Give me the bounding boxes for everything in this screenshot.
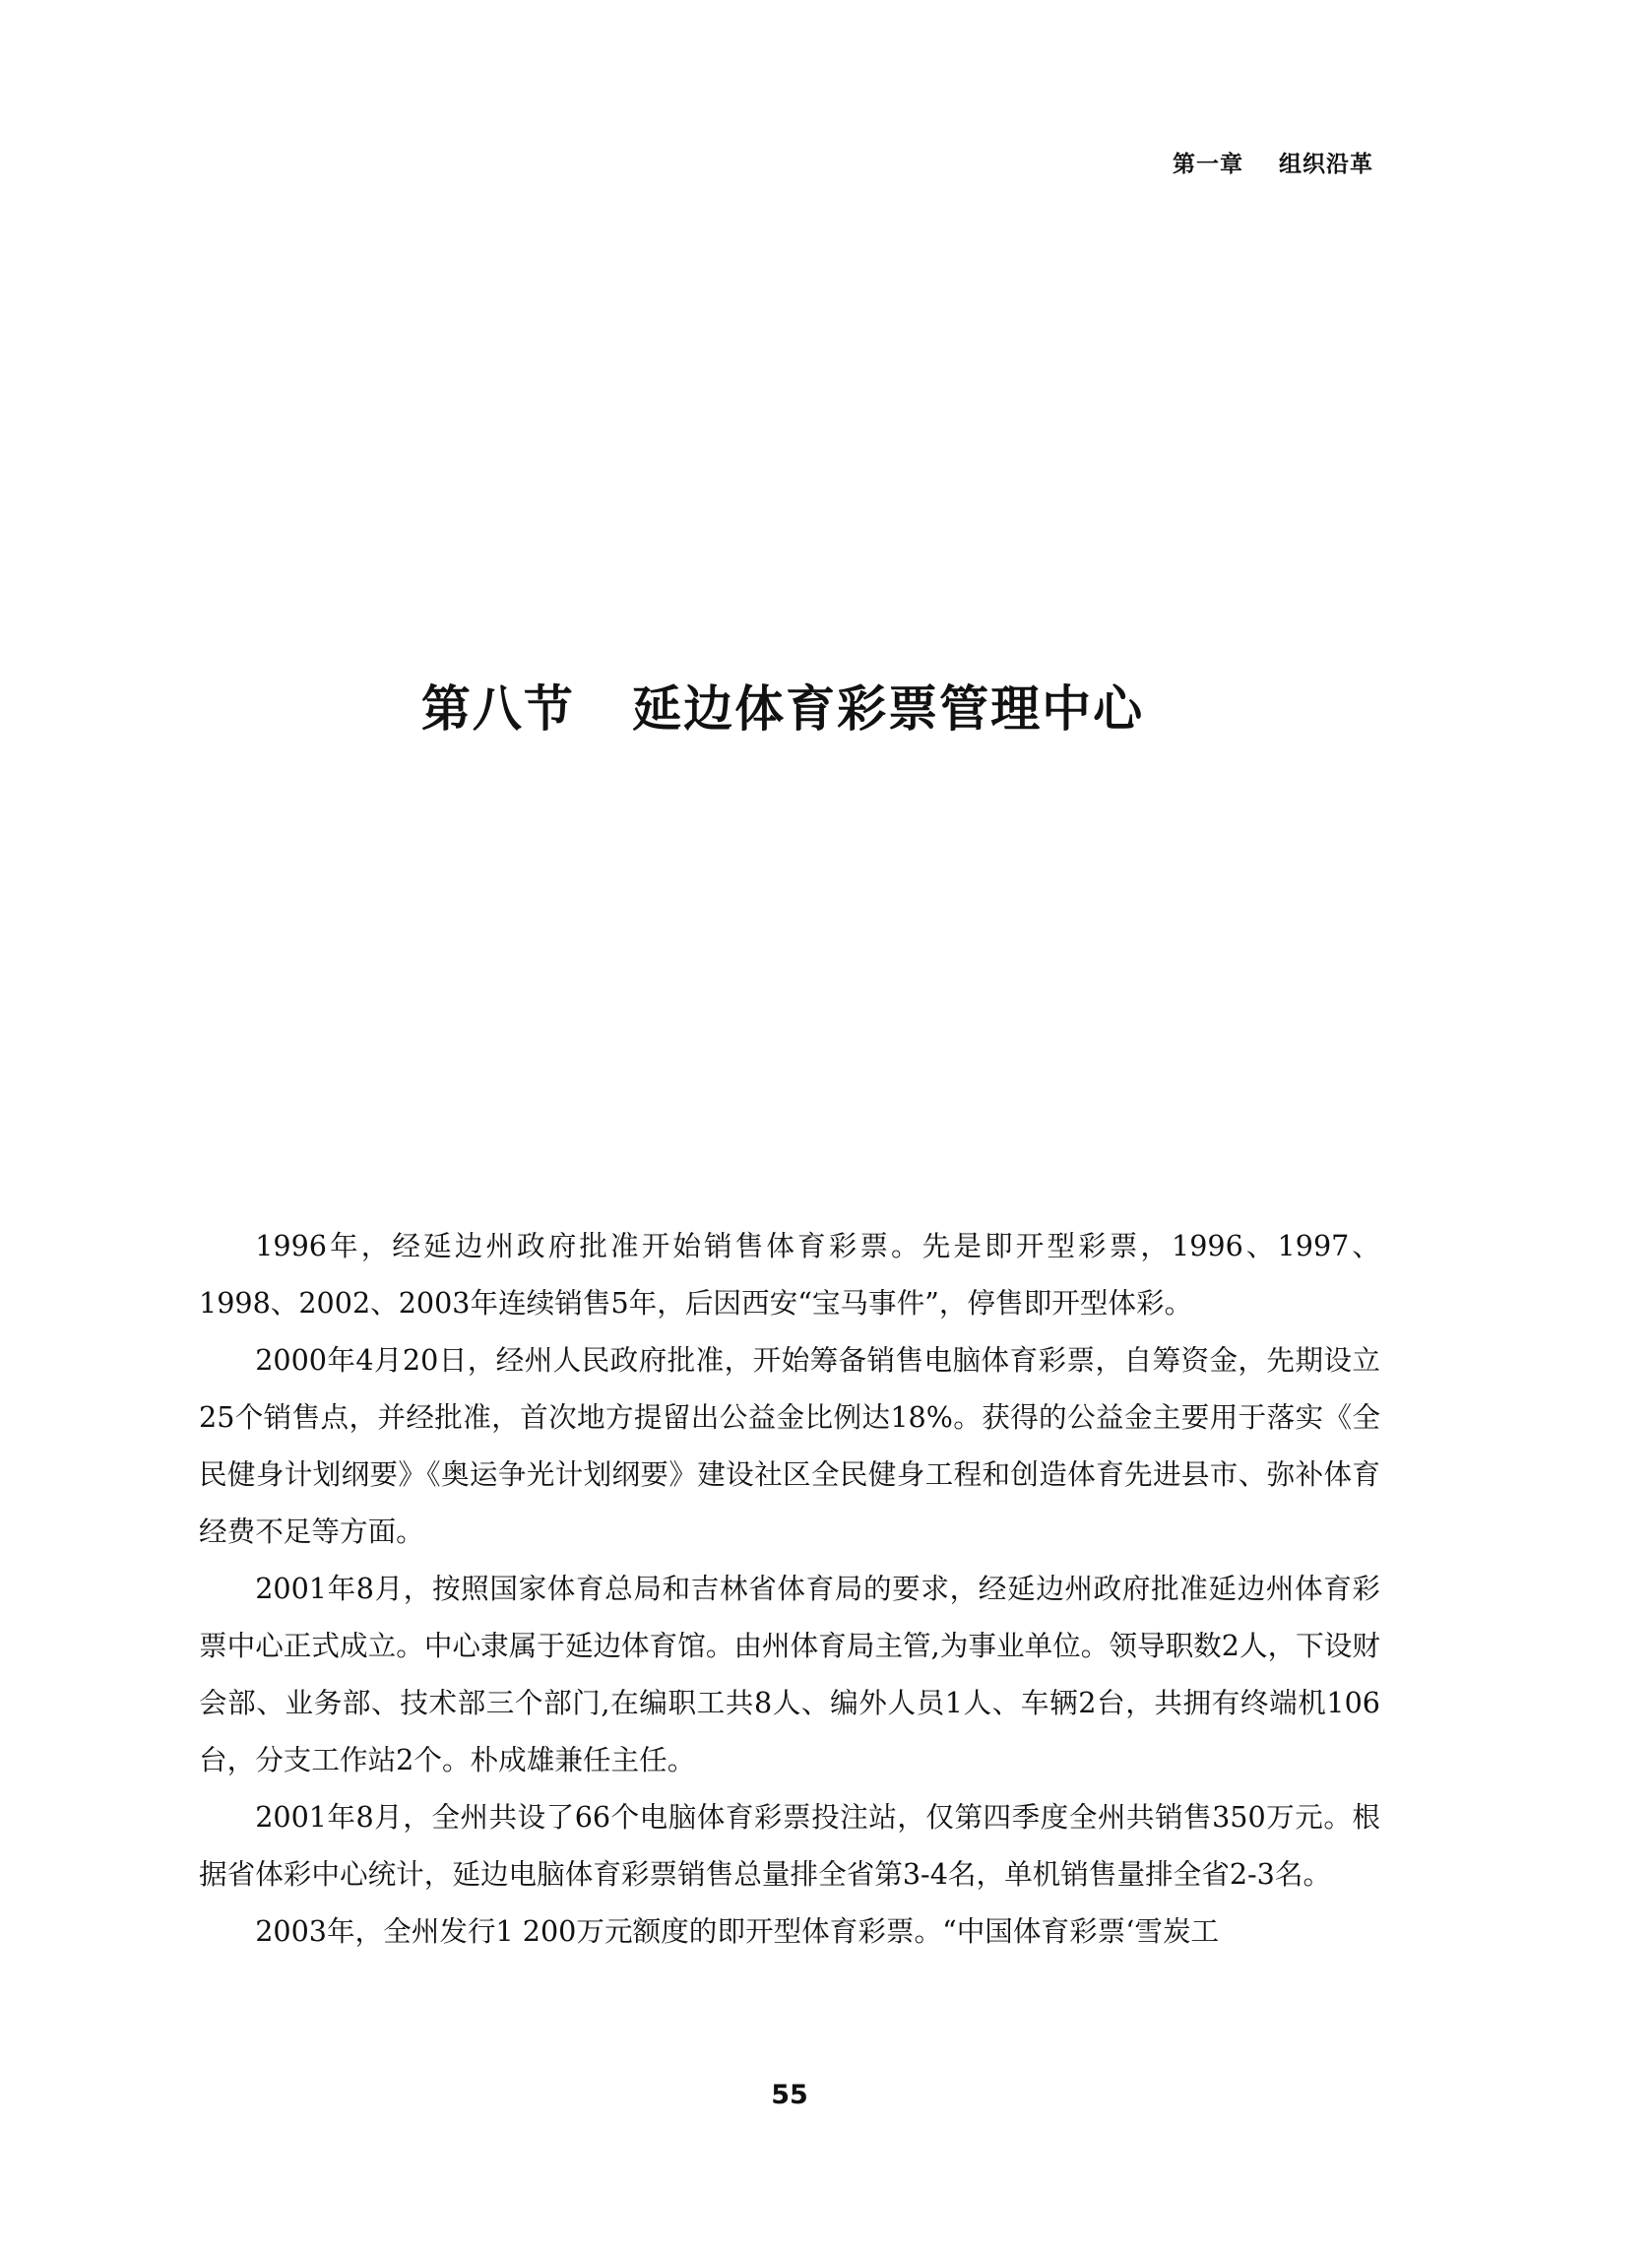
paragraph: 2001年8月，全州共设了66个电脑体育彩票投注站，仅第四季度全州共销售350万元。根据省体彩中心统计，延边电脑体育彩票销售总量排全省第3-4名，单机销售量排全省2-3名。 [199,1800,1380,1891]
paragraph: 1996年，经延边州政府批准开始销售体育彩票。先是即开型彩票，1996、1997、1998、2002、2003年连续销售5年，后因西安“宝马事件”，停售即开型体彩。 [199,1229,1380,1320]
running-header: 第一章 组织沿革 [1172,152,1373,177]
paragraph: 2000年4月20日，经州人民政府批准，开始筹备销售电脑体育彩票，自筹资金，先期设立25个销售点，并经批准，首次地方提留出公益金比例达18%。获得的公益金主要用于落实《全民健身计划纲要》《奥运争光计划纲要》建设社区全民健身工程和创造体育先进县市、弥补体育经费不足等方面。 [199,1343,1380,1548]
page-number: 55 [771,2080,808,2110]
section-title: 第八节 延边体育彩票管理中心 [420,679,1145,738]
paragraph: 2003年，全州发行1 200万元额度的即开型体育彩票。“中国体育彩票‘雪炭工 [255,1914,1220,1948]
paragraph: 2001年8月，按照国家体育总局和吉林省体育局的要求，经延边州政府批准延边州体育彩票中心正式成立。中心隶属于延边体育馆。由州体育局主管,为事业单位。领导职数2人，下设财会部、业务部、技术部三个部门,在编职工共8人、编外人员1人、车辆2台，共拥有终端机106台，分支工作站2个。朴成雄兼任主任。 [199,1572,1380,1776]
body-text [199,1217,1380,1960]
